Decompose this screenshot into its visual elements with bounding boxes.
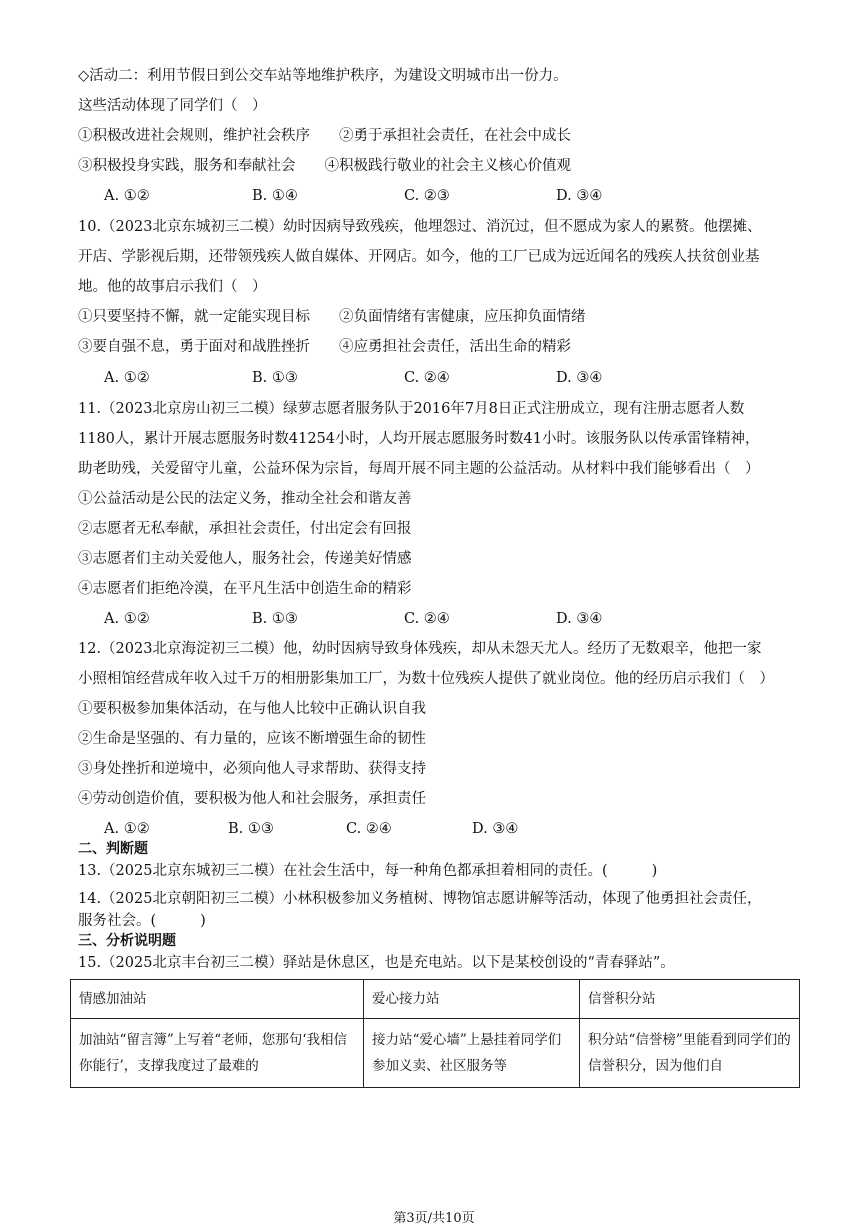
section-analysis-title: 三、分析说明题 (78, 933, 176, 949)
line-q11-choice-4: ④志愿者们拒绝冷漠，在平凡生活中创造生命的精彩 (78, 581, 412, 597)
line-q10-b: 开店、学影视后期，还带领残疾人做自媒体、开网店。如今，他的工厂已成为远近闻名的残疾人扶贫创业基 (78, 249, 760, 265)
line-q14-a: 14.（2025北京朝阳初三二模）小林积极参加义务植树、博物馆志愿讲解等活动，体现了他勇担社会责任， (78, 891, 762, 907)
line-q11-a: 11.（2023北京房山初三二模）绿萝志愿者服务队于2016年7月8日正式注册成立，现有注册志愿者人数 (78, 401, 745, 417)
line-q9-stem: 这些活动体现了同学们（ ） (78, 98, 267, 114)
line-q12-a: 12.（2023北京海淀初三二模）他，幼时因病导致身体残疾，却从未怨天尤人。经历了无数艰辛，他把一家 (78, 641, 762, 657)
line-q11-choice-1: ①公益活动是公民的法定义务，推动全社会和谐友善 (78, 491, 412, 507)
q14-close-paren: ) (200, 913, 206, 929)
line-activity-2: ◇活动二：利用节假日到公交车站等地维护秩序，为建设文明城市出一份力。 (78, 68, 568, 84)
line-q11-b: 1180人，累计开展志愿服务时数41254小时，人均开展志愿服务时数41小时。该服务队以传承雷锋精神， (78, 431, 760, 447)
q10-option-d[interactable]: D. ③④ (556, 370, 603, 386)
q11-option-c[interactable]: C. ②④ (404, 611, 450, 627)
q10-option-b[interactable]: B. ①③ (252, 370, 298, 386)
line-q14-b (78, 911, 206, 931)
line-q10-choice-2: ③要自强不息，勇于面对和战胜挫折 ④应勇担社会责任，活出生命的精彩 (78, 339, 571, 355)
line-q12-choice-3: ③身处挫折和逆境中，必须向他人寻求帮助、获得支持 (78, 761, 426, 777)
table-header-cell: 信誉积分站 (580, 980, 800, 1019)
q9-options (104, 186, 602, 206)
line-q12-choice-1: ①要积极参加集体活动，在与他人比较中正确认识自我 (78, 701, 426, 717)
table-cell: 接力站“爱心墙”上悬挂着同学们参加义卖、社区服务等 (364, 1019, 580, 1088)
q13-text: 13.（2025北京东城初三二模）在社会生活中，每一种角色都承担着相同的责任。( (78, 863, 608, 879)
table-row (71, 1019, 800, 1088)
q12-option-d[interactable]: D. ③④ (472, 821, 519, 837)
line-q10-a: 10.（2023北京东城初三二模）幼时因病导致残疾，他埋怨过、消沉过，但不愿成为家人的累赘。他摆摊、 (78, 219, 762, 235)
line-q12-choice-4: ④劳动创造价值，要积极为他人和社会服务，承担责任 (78, 791, 426, 807)
q9-option-b[interactable]: B. ①④ (252, 188, 298, 204)
q13-close-paren: ) (651, 863, 658, 879)
line-q10-choice-1: ①只要坚持不懈，就一定能实现目标 ②负面情绪有害健康，应压抑负面情绪 (78, 309, 586, 325)
q14-text: 服务社会。( (78, 913, 157, 929)
q11-option-d[interactable]: D. ③④ (556, 611, 603, 627)
q12-options (104, 819, 518, 839)
line-q12-b: 小照相馆经营成年收入过千万的相册影集加工厂，为数十位残疾人提供了就业岗位。他的经历启示我们（ ） (78, 671, 774, 687)
q10-option-a[interactable]: A. ①② (104, 370, 150, 386)
q11-option-b[interactable]: B. ①③ (252, 611, 298, 627)
youth-station-table (70, 979, 800, 1088)
q9-option-d[interactable]: D. ③④ (556, 188, 603, 204)
table-cell: 加油站“留言簿”上写着“老师，您那句‘我相信你能行’，支撑我度过了最难的 (71, 1019, 364, 1088)
q11-options (104, 609, 602, 629)
q12-option-a[interactable]: A. ①② (104, 821, 150, 837)
line-q12-choice-2: ②生命是坚强的、有力量的，应该不断增强生命的韧性 (78, 731, 426, 747)
table-header-row (71, 980, 800, 1019)
q11-option-a[interactable]: A. ①② (104, 611, 150, 627)
page-footer: 第3页/共10页 (393, 1211, 475, 1226)
q10-option-c[interactable]: C. ②④ (404, 370, 450, 386)
table-header-cell: 爱心接力站 (364, 980, 580, 1019)
table-header-cell: 情感加油站 (71, 980, 364, 1019)
line-q11-c: 助老助残，关爱留守儿童，公益环保为宗旨，每周开展不同主题的公益活动。从材料中我们能够看出（ ） (78, 461, 760, 477)
line-q15: 15.（2025北京丰台初三二模）驿站是休息区，也是充电站。以下是某校创设的“青春驿站”。 (78, 955, 675, 971)
line-q11-choice-3: ③志愿者们主动关爱他人，服务社会，传递美好情感 (78, 551, 412, 567)
line-q9-choice-1: ①积极改进社会规则，维护社会秩序 ②勇于承担社会责任，在社会中成长 (78, 128, 571, 144)
line-q10-c: 地。他的故事启示我们（ ） (78, 279, 267, 295)
table-cell: 积分站“信誉榜”里能看到同学们的信誉积分，因为他们自 (580, 1019, 800, 1088)
line-q13 (78, 861, 657, 881)
q12-option-b[interactable]: B. ①③ (228, 821, 274, 837)
q12-option-c[interactable]: C. ②④ (346, 821, 392, 837)
line-q9-choice-2: ③积极投身实践，服务和奉献社会 ④积极践行敬业的社会主义核心价值观 (78, 158, 571, 174)
q10-options (104, 368, 602, 388)
section-judge-title: 二、判断题 (78, 841, 148, 857)
q9-option-c[interactable]: C. ②③ (404, 188, 450, 204)
q9-option-a[interactable]: A. ①② (104, 188, 150, 204)
line-q11-choice-2: ②志愿者无私奉献，承担社会责任，付出定会有回报 (78, 521, 412, 537)
